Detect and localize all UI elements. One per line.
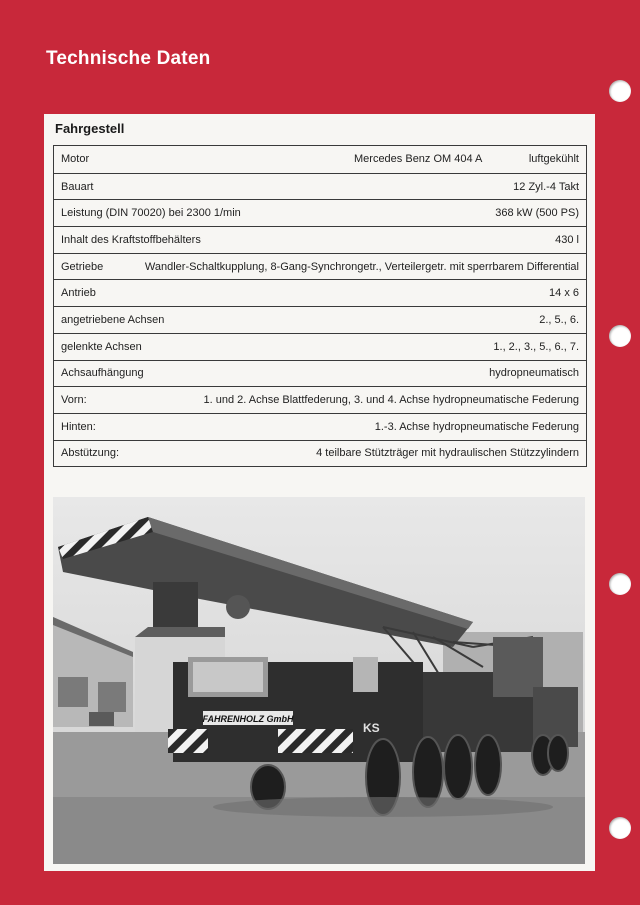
punch-hole [609, 80, 631, 102]
spec-label: Bauart [61, 180, 94, 193]
spec-row-leistung [54, 199, 586, 226]
punch-hole [609, 573, 631, 595]
spec-value: 4 teilbare Stützträger mit hydraulischen Stützzylindern [316, 447, 579, 460]
spec-value: 1.-3. Achse hydropneumatische Federung [374, 420, 579, 433]
spec-row-motor [54, 146, 586, 173]
spec-value: luftgekühlt [528, 153, 579, 166]
punch-hole [609, 325, 631, 347]
spec-value-engine: Mercedes Benz OM 404 A [354, 153, 483, 166]
spec-row-antrieb [54, 279, 586, 306]
spec-row-gelenkte-achsen [54, 333, 586, 360]
spec-label: Achsaufhängung [61, 367, 144, 380]
spec-value: 12 Zyl.-4 Takt [513, 180, 579, 193]
section-title: Fahrgestell [55, 121, 125, 136]
spec-label: Hinten: [61, 420, 96, 433]
crane-logo: KS [363, 721, 380, 735]
spec-value: 1. und 2. Achse Blattfederung, 3. und 4. Achse hydropneumatische Federung [203, 394, 579, 407]
spec-row-angetriebene-achsen [54, 306, 586, 333]
spec-label: Abstützung: [61, 447, 120, 460]
spec-row-hinten [54, 413, 586, 440]
spec-label: angetriebene Achsen [61, 313, 165, 326]
spec-value: 1., 2., 3., 5., 6., 7. [493, 340, 579, 353]
spec-label: Vorn: [61, 394, 87, 407]
spec-row-vorn [54, 386, 586, 413]
spec-value: 430 l [555, 233, 579, 246]
spec-label: gelenkte Achsen [61, 340, 142, 353]
spec-value: Wandler-Schaltkupplung, 8-Gang-Synchrongetr., Verteilergetr. mit sperrbarem Differential [144, 260, 579, 273]
spec-row-kraftstoff [54, 226, 586, 253]
spec-value: 2., 5., 6. [539, 313, 579, 326]
spec-row-achsaufhaengung [54, 360, 586, 387]
spec-row-bauart [54, 173, 586, 200]
spec-label: Leistung (DIN 70020) bei 2300 1/min [61, 207, 241, 220]
page-title: Technische Daten [46, 48, 211, 69]
spec-table [53, 145, 587, 467]
spec-label: Getriebe [61, 260, 104, 273]
crane-photo [53, 497, 585, 864]
spec-label: Inhalt des Kraftstoffbehälters [61, 233, 201, 246]
company-plate-text: FAHRENHOLZ GmbH [202, 714, 294, 724]
spec-value: 14 x 6 [549, 287, 579, 300]
spec-label: Antrieb [61, 287, 96, 300]
spec-label: Motor [61, 153, 90, 166]
spec-value: hydropneumatisch [489, 367, 579, 380]
punch-hole [609, 817, 631, 839]
spec-row-getriebe [54, 253, 586, 280]
spec-row-abstuetzung [54, 440, 586, 467]
spec-value: 368 kW (500 PS) [495, 207, 579, 220]
